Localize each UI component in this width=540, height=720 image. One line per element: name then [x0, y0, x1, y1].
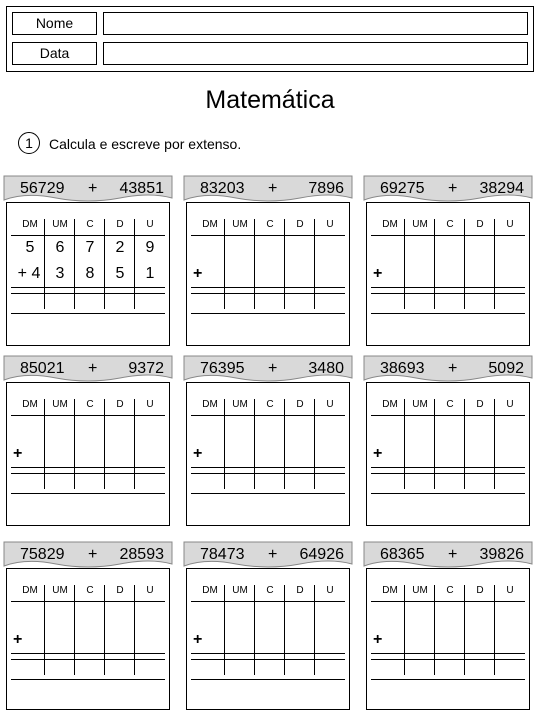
- addition-problem: [0, 174, 176, 344]
- column-header-d: D: [116, 219, 124, 230]
- column-divider: [104, 585, 105, 675]
- answer-line[interactable]: [191, 493, 345, 494]
- second-addend: 39826: [479, 546, 524, 563]
- operator: +: [448, 360, 458, 377]
- column-header-um: UM: [412, 219, 428, 230]
- grid-line: [191, 601, 345, 602]
- digit: 5: [115, 265, 125, 282]
- column-header-dm: DM: [382, 585, 398, 596]
- plus-sign: +: [373, 445, 383, 462]
- column-header-um: UM: [232, 585, 248, 596]
- column-header-c: C: [86, 399, 94, 410]
- column-header-dm: DM: [382, 399, 398, 410]
- answer-line[interactable]: [191, 679, 345, 680]
- column-header-dm: DM: [22, 585, 38, 596]
- addition-problem: [360, 540, 536, 710]
- second-addend: 28593: [119, 546, 164, 563]
- question-number: 1: [18, 132, 40, 154]
- answer-line[interactable]: [371, 659, 525, 660]
- column-divider: [104, 399, 105, 489]
- column-divider: [254, 399, 255, 489]
- column-header-d: D: [476, 219, 484, 230]
- column-divider: [284, 585, 285, 675]
- column-header-um: UM: [412, 585, 428, 596]
- answer-line[interactable]: [191, 473, 345, 474]
- column-divider: [494, 399, 495, 489]
- grid-line: [371, 415, 525, 416]
- place-value-box[interactable]: [366, 202, 530, 346]
- column-divider: [314, 585, 315, 675]
- column-divider: [74, 399, 75, 489]
- problem-banner: [0, 354, 176, 384]
- answer-line[interactable]: [11, 473, 165, 474]
- second-addend: 7896: [308, 180, 344, 197]
- second-addend: 38294: [479, 180, 524, 197]
- column-header-um: UM: [232, 399, 248, 410]
- answer-line[interactable]: [371, 679, 525, 680]
- column-divider: [74, 219, 75, 309]
- column-header-c: C: [446, 219, 454, 230]
- column-header-u: U: [326, 219, 334, 230]
- problem-banner: [0, 174, 176, 204]
- second-addend: 43851: [119, 180, 164, 197]
- first-addend: 83203: [200, 180, 245, 197]
- place-value-box[interactable]: [6, 568, 170, 710]
- column-header-d: D: [116, 399, 124, 410]
- grid-line: [11, 467, 165, 468]
- answer-line[interactable]: [371, 293, 525, 294]
- column-header-dm: DM: [202, 219, 218, 230]
- operator: +: [268, 546, 278, 563]
- digit-with-plus: + 4: [17, 265, 41, 282]
- problem-banner: [0, 540, 176, 570]
- operator: +: [268, 180, 278, 197]
- grid-line: [11, 601, 165, 602]
- column-header-d: D: [116, 585, 124, 596]
- column-header-c: C: [266, 219, 274, 230]
- answer-line[interactable]: [191, 293, 345, 294]
- answer-line[interactable]: [11, 493, 165, 494]
- column-header-c: C: [446, 585, 454, 596]
- date-label: Data: [12, 42, 97, 65]
- column-divider: [104, 219, 105, 309]
- column-divider: [44, 219, 45, 309]
- column-divider: [404, 219, 405, 309]
- column-divider: [464, 399, 465, 489]
- student-info-box: [6, 6, 534, 72]
- grid-line: [11, 235, 165, 236]
- place-value-box[interactable]: [366, 568, 530, 710]
- column-header-u: U: [146, 219, 154, 230]
- column-header-c: C: [266, 585, 274, 596]
- column-divider: [434, 399, 435, 489]
- column-divider: [284, 219, 285, 309]
- answer-line[interactable]: [11, 679, 165, 680]
- column-header-u: U: [506, 585, 514, 596]
- place-value-box[interactable]: [186, 568, 350, 710]
- answer-line[interactable]: [11, 313, 165, 314]
- first-addend: 56729: [20, 180, 65, 197]
- column-divider: [134, 219, 135, 309]
- addition-problem: [0, 540, 176, 710]
- column-header-c: C: [86, 219, 94, 230]
- grid-line: [371, 287, 525, 288]
- question-instruction: Calcula e escreve por extenso.: [49, 136, 242, 152]
- column-header-c: C: [86, 585, 94, 596]
- answer-line[interactable]: [191, 659, 345, 660]
- answer-line[interactable]: [371, 473, 525, 474]
- answer-line[interactable]: [371, 313, 525, 314]
- column-header-dm: DM: [22, 219, 38, 230]
- column-header-c: C: [446, 399, 454, 410]
- column-divider: [494, 585, 495, 675]
- name-field[interactable]: [103, 12, 528, 35]
- digit: 1: [145, 265, 155, 282]
- problem-banner: [180, 174, 356, 204]
- column-divider: [404, 399, 405, 489]
- plus-sign: +: [373, 631, 383, 648]
- column-divider: [74, 585, 75, 675]
- addition-problem: [0, 354, 176, 524]
- addition-problem: [180, 540, 356, 710]
- operator: +: [448, 180, 458, 197]
- grid-line: [11, 287, 165, 288]
- column-header-u: U: [506, 399, 514, 410]
- grid-line: [11, 653, 165, 654]
- grid-line: [371, 601, 525, 602]
- column-divider: [254, 219, 255, 309]
- problem-banner: [180, 540, 356, 570]
- operator: +: [448, 546, 458, 563]
- column-header-dm: DM: [382, 219, 398, 230]
- column-header-d: D: [296, 585, 304, 596]
- plus-sign: +: [193, 631, 203, 648]
- digit: 7: [85, 239, 95, 256]
- addition-problem: [360, 354, 536, 524]
- digit: 2: [115, 239, 125, 256]
- grid-line: [191, 415, 345, 416]
- addition-problem: [180, 174, 356, 344]
- answer-line[interactable]: [11, 293, 165, 294]
- column-divider: [494, 219, 495, 309]
- answer-line[interactable]: [11, 659, 165, 660]
- column-divider: [224, 399, 225, 489]
- digit: 5: [25, 239, 35, 256]
- column-divider: [284, 399, 285, 489]
- column-divider: [224, 219, 225, 309]
- second-addend: 9372: [128, 360, 164, 377]
- addition-problem: [180, 354, 356, 524]
- grid-line: [371, 235, 525, 236]
- page-title: Matemática: [205, 86, 335, 114]
- column-divider: [404, 585, 405, 675]
- operator: +: [268, 360, 278, 377]
- first-addend: 38693: [380, 360, 425, 377]
- column-divider: [134, 399, 135, 489]
- problem-banner: [360, 354, 536, 384]
- column-divider: [44, 585, 45, 675]
- grid-line: [11, 415, 165, 416]
- digit: 9: [145, 239, 155, 256]
- answer-line[interactable]: [191, 313, 345, 314]
- column-header-u: U: [326, 399, 334, 410]
- column-header-dm: DM: [202, 399, 218, 410]
- grid-line: [191, 653, 345, 654]
- column-header-u: U: [326, 585, 334, 596]
- column-divider: [254, 585, 255, 675]
- first-addend: 85021: [20, 360, 65, 377]
- grid-line: [371, 653, 525, 654]
- problem-banner: [360, 540, 536, 570]
- column-divider: [314, 399, 315, 489]
- plus-sign: +: [13, 631, 23, 648]
- name-label: Nome: [12, 12, 97, 35]
- plus-sign: +: [13, 445, 23, 462]
- column-header-u: U: [146, 399, 154, 410]
- first-addend: 78473: [200, 546, 245, 563]
- second-addend: 3480: [308, 360, 344, 377]
- place-value-box[interactable]: [186, 202, 350, 346]
- digit: 6: [55, 239, 65, 256]
- column-divider: [44, 399, 45, 489]
- column-divider: [464, 219, 465, 309]
- column-header-d: D: [476, 585, 484, 596]
- operator: +: [88, 180, 98, 197]
- column-divider: [314, 219, 315, 309]
- answer-line[interactable]: [371, 493, 525, 494]
- plus-sign: +: [193, 265, 203, 282]
- column-header-d: D: [296, 399, 304, 410]
- place-value-box[interactable]: [6, 382, 170, 526]
- column-header-dm: DM: [202, 585, 218, 596]
- column-header-d: D: [476, 399, 484, 410]
- column-header-um: UM: [412, 399, 428, 410]
- problem-banner: [180, 354, 356, 384]
- grid-line: [191, 235, 345, 236]
- grid-line: [191, 467, 345, 468]
- column-divider: [434, 585, 435, 675]
- digit: 3: [55, 265, 65, 282]
- first-addend: 69275: [380, 180, 425, 197]
- digit: 8: [85, 265, 95, 282]
- column-header-um: UM: [52, 219, 68, 230]
- column-header-d: D: [296, 219, 304, 230]
- column-divider: [434, 219, 435, 309]
- second-addend: 64926: [299, 546, 344, 563]
- place-value-box[interactable]: [6, 202, 170, 346]
- place-value-box[interactable]: [186, 382, 350, 526]
- operator: +: [88, 546, 98, 563]
- first-addend: 76395: [200, 360, 245, 377]
- plus-sign: +: [373, 265, 383, 282]
- column-header-dm: DM: [22, 399, 38, 410]
- first-addend: 75829: [20, 546, 65, 563]
- addition-problem: [360, 174, 536, 344]
- first-addend: 68365: [380, 546, 425, 563]
- grid-line: [371, 467, 525, 468]
- second-addend: 5092: [488, 360, 524, 377]
- column-header-um: UM: [52, 585, 68, 596]
- column-header-u: U: [506, 219, 514, 230]
- column-header-um: UM: [52, 399, 68, 410]
- place-value-box[interactable]: [366, 382, 530, 526]
- problem-banner: [360, 174, 536, 204]
- column-header-um: UM: [232, 219, 248, 230]
- column-header-u: U: [146, 585, 154, 596]
- column-divider: [464, 585, 465, 675]
- plus-sign: +: [193, 445, 203, 462]
- operator: +: [88, 360, 98, 377]
- date-field[interactable]: [103, 42, 528, 65]
- column-divider: [224, 585, 225, 675]
- grid-line: [191, 287, 345, 288]
- column-header-c: C: [266, 399, 274, 410]
- column-divider: [134, 585, 135, 675]
